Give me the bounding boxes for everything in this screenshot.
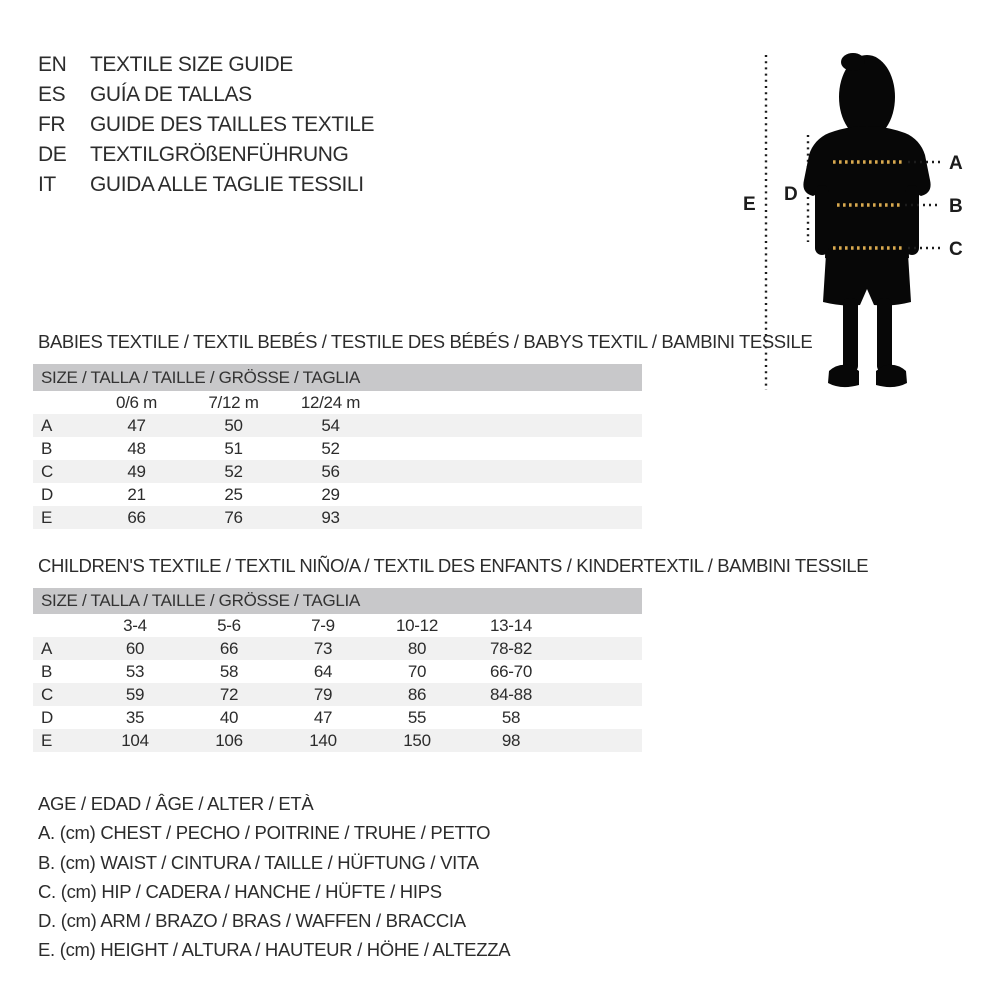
language-row-it bbox=[38, 170, 374, 200]
table-cell: 66 bbox=[127, 507, 146, 527]
table-cell: 140 bbox=[309, 730, 337, 750]
row-label: A bbox=[41, 415, 53, 435]
filler-cell bbox=[379, 483, 642, 506]
measure-label-a: A bbox=[949, 153, 963, 174]
language-code: FR bbox=[38, 113, 66, 136]
children-size-header-bar: SIZE / TALLA / TAILLE / GRÖSSE / TAGLIA bbox=[33, 588, 642, 614]
language-code: DE bbox=[38, 143, 67, 166]
language-row-fr bbox=[38, 110, 374, 140]
filler-cell bbox=[558, 706, 642, 729]
babies-section-title: BABIES TEXTILE / TEXTIL BEBÉS / TESTILE DES BÉBÉS / BABYS TEXTIL / BAMBINI TESSILE bbox=[38, 331, 813, 352]
column-header: 5-6 bbox=[217, 615, 241, 635]
table-row bbox=[33, 706, 642, 729]
table-cell: 93 bbox=[321, 507, 340, 527]
table-cell: 47 bbox=[313, 707, 333, 727]
children-size-table bbox=[33, 614, 642, 752]
language-row-de bbox=[38, 140, 374, 170]
filler-cell bbox=[379, 414, 642, 437]
language-row-en bbox=[38, 50, 374, 80]
legend-age: AGE / EDAD / ÂGE / ALTER / ETÀ bbox=[38, 793, 314, 814]
measure-label-c: C bbox=[949, 239, 963, 260]
babies-size-header-bar: SIZE / TALLA / TAILLE / GRÖSSE / TAGLIA bbox=[33, 364, 642, 391]
babies-column-header-row bbox=[33, 391, 642, 414]
table-cell: 150 bbox=[403, 730, 431, 750]
table-cell: 35 bbox=[125, 707, 145, 727]
row-label: C bbox=[41, 461, 53, 481]
row-label: E bbox=[41, 507, 53, 527]
row-label: D bbox=[41, 707, 53, 727]
table-cell: 50 bbox=[224, 415, 243, 435]
row-label: A bbox=[41, 638, 53, 658]
measure-label-b: B bbox=[949, 196, 963, 217]
column-header: 12/24 m bbox=[300, 392, 361, 412]
column-header: 0/6 m bbox=[115, 392, 158, 412]
table-cell: 56 bbox=[321, 461, 340, 481]
table-cell: 80 bbox=[407, 638, 427, 658]
language-title: GUIDA ALLE TAGLIE TESSILI bbox=[90, 173, 364, 196]
corner-cell bbox=[33, 614, 88, 637]
row-label: B bbox=[41, 438, 53, 458]
table-cell: 29 bbox=[321, 484, 340, 504]
row-label: E bbox=[41, 730, 53, 750]
language-title: TEXTILE SIZE GUIDE bbox=[90, 53, 293, 76]
table-cell: 78-82 bbox=[490, 638, 532, 658]
column-header: 7/12 m bbox=[208, 392, 259, 412]
language-row-es bbox=[38, 80, 374, 110]
column-header: 10-12 bbox=[396, 615, 438, 635]
table-cell: 55 bbox=[407, 707, 427, 727]
table-cell: 52 bbox=[224, 461, 243, 481]
table-row bbox=[33, 637, 642, 660]
column-header: 13-14 bbox=[490, 615, 532, 635]
filler-cell bbox=[379, 437, 642, 460]
filler-cell bbox=[379, 460, 642, 483]
table-cell: 104 bbox=[121, 730, 149, 750]
row-label: D bbox=[41, 484, 53, 504]
table-row bbox=[33, 683, 642, 706]
measure-label-d: D bbox=[784, 184, 798, 205]
table-cell: 106 bbox=[215, 730, 243, 750]
child-silhouette bbox=[803, 53, 930, 387]
table-row bbox=[33, 660, 642, 683]
table-cell: 64 bbox=[313, 661, 333, 681]
table-cell: 58 bbox=[219, 661, 239, 681]
language-code: EN bbox=[38, 53, 67, 76]
column-header: 7-9 bbox=[311, 615, 335, 635]
filler-cell bbox=[558, 729, 642, 752]
children-column-header-row bbox=[33, 614, 642, 637]
table-cell: 54 bbox=[321, 415, 340, 435]
table-row bbox=[33, 437, 642, 460]
corner-cell bbox=[33, 391, 88, 414]
legend-chest: A. (cm) CHEST / PECHO / POITRINE / TRUHE / PETTO bbox=[38, 822, 491, 844]
table-cell: 60 bbox=[125, 638, 145, 658]
legend-height: E. (cm) HEIGHT / ALTURA / HAUTEUR / HÖHE / ALTEZZA bbox=[38, 939, 511, 961]
legend-arm: D. (cm) ARM / BRAZO / BRAS / WAFFEN / BRACCIA bbox=[38, 910, 466, 932]
filler-cell bbox=[379, 391, 642, 414]
table-cell: 98 bbox=[501, 730, 521, 750]
language-code: ES bbox=[38, 83, 66, 106]
table-cell: 70 bbox=[407, 661, 427, 681]
table-cell: 72 bbox=[219, 684, 239, 704]
table-cell: 86 bbox=[407, 684, 427, 704]
table-cell: 76 bbox=[224, 507, 243, 527]
table-cell: 48 bbox=[127, 438, 146, 458]
table-cell: 66 bbox=[219, 638, 239, 658]
babies-size-table bbox=[33, 391, 642, 529]
filler-cell bbox=[379, 506, 642, 529]
language-title: GUÍA DE TALLAS bbox=[90, 83, 252, 106]
table-cell: 52 bbox=[321, 438, 340, 458]
row-label: C bbox=[41, 684, 53, 704]
table-cell: 58 bbox=[501, 707, 521, 727]
table-row bbox=[33, 729, 642, 752]
legend-waist: B. (cm) WAIST / CINTURA / TAILLE / HÜFTUNG / VITA bbox=[38, 851, 479, 873]
table-row bbox=[33, 506, 642, 529]
table-cell: 59 bbox=[125, 684, 145, 704]
table-cell: 49 bbox=[127, 461, 146, 481]
table-row bbox=[33, 483, 642, 506]
language-code: IT bbox=[38, 173, 56, 196]
table-cell: 66-70 bbox=[490, 661, 532, 681]
table-cell: 84-88 bbox=[490, 684, 532, 704]
measurement-legend bbox=[38, 789, 510, 965]
column-header: 3-4 bbox=[123, 615, 147, 635]
measure-label-e: E bbox=[743, 194, 756, 215]
table-cell: 53 bbox=[125, 661, 145, 681]
filler-cell bbox=[558, 660, 642, 683]
children-section-title: CHILDREN'S TEXTILE / TEXTIL NIÑO/A / TEXTIL DES ENFANTS / KINDERTEXTIL / BAMBINI TESSILE bbox=[38, 555, 869, 576]
table-cell: 25 bbox=[224, 484, 243, 504]
table-cell: 21 bbox=[127, 484, 146, 504]
language-list bbox=[38, 50, 374, 200]
language-title: TEXTILGRÖßENFÜHRUNG bbox=[90, 143, 349, 166]
language-title: GUIDE DES TAILLES TEXTILE bbox=[90, 113, 375, 136]
filler-cell bbox=[558, 683, 642, 706]
table-row bbox=[33, 414, 642, 437]
table-cell: 51 bbox=[224, 438, 243, 458]
table-cell: 79 bbox=[313, 684, 333, 704]
table-cell: 47 bbox=[127, 415, 146, 435]
table-row bbox=[33, 460, 642, 483]
table-cell: 40 bbox=[219, 707, 239, 727]
table-cell: 73 bbox=[313, 638, 333, 658]
filler-cell bbox=[558, 637, 642, 660]
legend-hip: C. (cm) HIP / CADERA / HANCHE / HÜFTE / HIPS bbox=[38, 880, 442, 902]
filler-cell bbox=[558, 614, 642, 637]
row-label: B bbox=[41, 661, 53, 681]
